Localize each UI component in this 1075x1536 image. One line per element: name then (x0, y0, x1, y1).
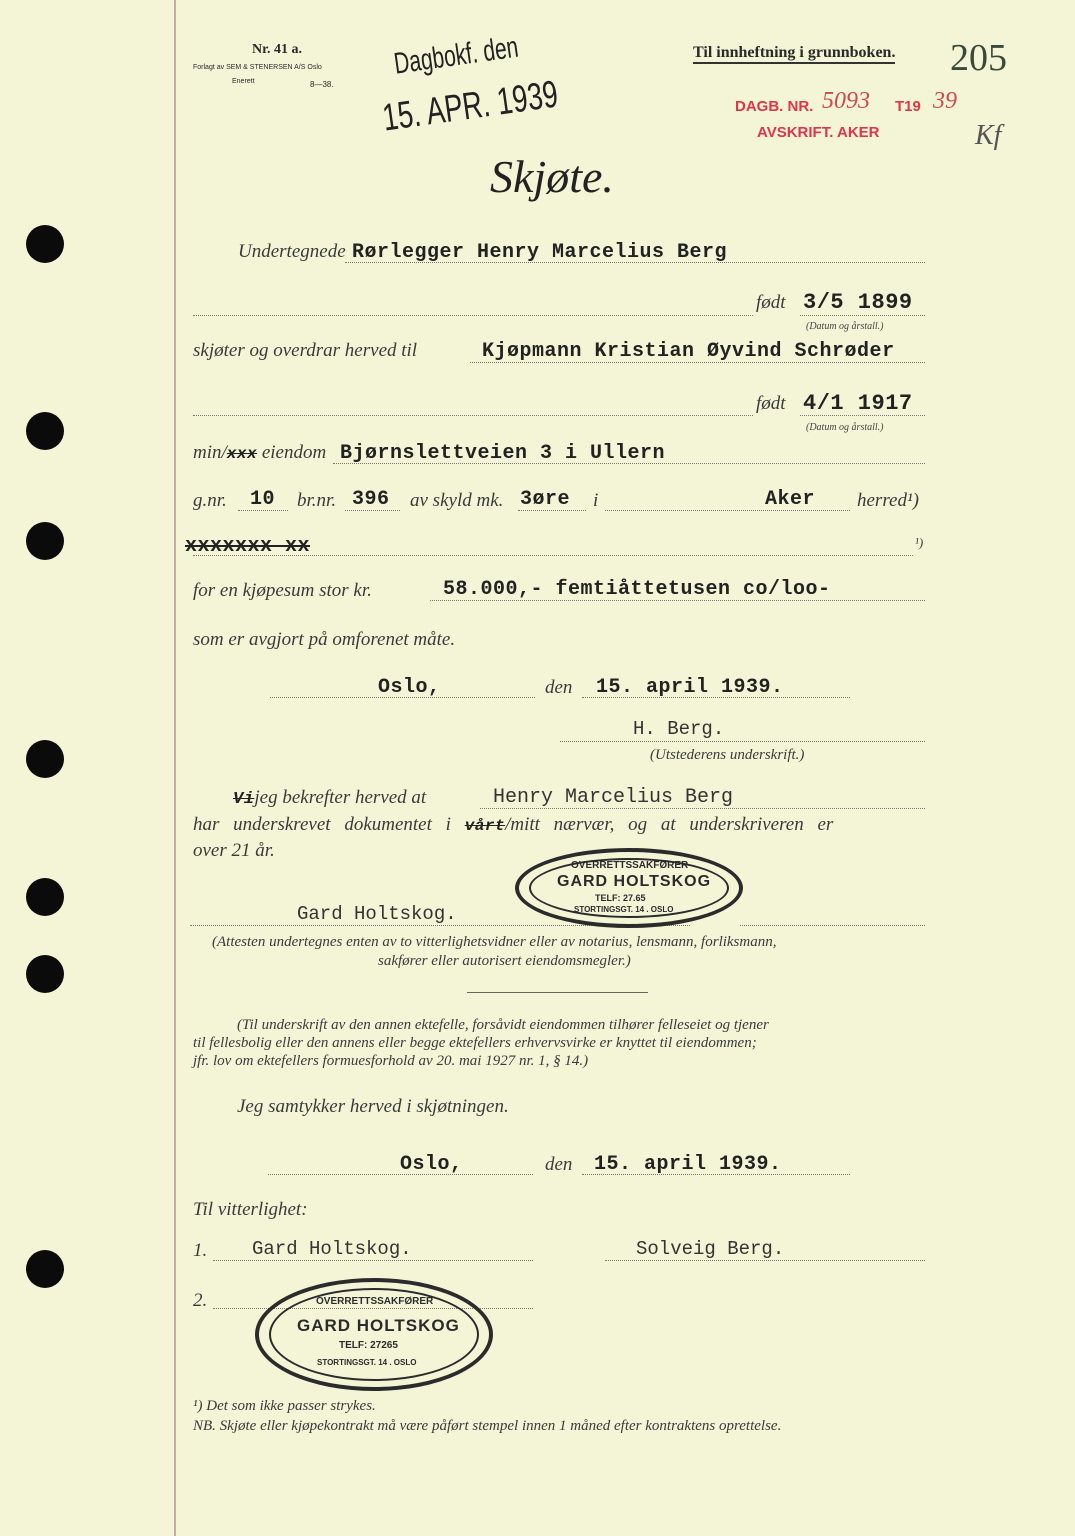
spouse-signature: Solveig Berg. (636, 1238, 785, 1260)
brnr-label: br.nr. (297, 490, 337, 511)
punch-hole (26, 1250, 64, 1288)
witness1-number: 1. (193, 1240, 208, 1261)
witness2-number: 2. (193, 1290, 208, 1311)
publisher: Forlagt av SEM & STENERSEN A/S Oslo (193, 64, 322, 71)
skyld-label: av skyld mk. (410, 490, 504, 511)
attest-line2: har underskrevet dokumentet i (193, 814, 451, 835)
margin-line (174, 0, 176, 1536)
property-label2: eiendom (261, 442, 327, 463)
gnr-label: g.nr. (193, 490, 227, 511)
punch-hole (26, 878, 64, 916)
attest-line3: over 21 år. (193, 840, 275, 861)
buyer-birthdate: 4/1 1917 (803, 391, 913, 416)
stamp-tel: TELF: 27265 (339, 1340, 398, 1351)
signature-caption: (Utstederens underskrift.) (650, 747, 805, 763)
nb-note: NB. Skjøte eller kjøpekontrakt må være påført stempel innen 1 måned efter kontraktens oprettelse. (193, 1418, 782, 1434)
fodt-label: født (756, 292, 786, 313)
struck-line: xxxxxxx xx (185, 535, 311, 558)
lawyer-stamp (515, 848, 743, 928)
page-number: 205 (950, 37, 1007, 79)
deed-date: 15. april 1939. (596, 676, 784, 699)
attest-line2-rest: /mitt nærvær, og at underskriveren er (505, 814, 834, 835)
price-label: for en kjøpesum stor kr. (193, 580, 372, 601)
filing-note: Til innheftning i grunnboken. (693, 44, 895, 64)
stamp-text: OVERRETTSSAKFØRER (571, 860, 689, 871)
den-label: den (545, 1154, 573, 1175)
consent-text: Jeg samtykker herved i skjøtningen. (237, 1096, 509, 1117)
punch-hole (26, 225, 64, 263)
punch-hole (26, 522, 64, 560)
seller-birthdate: 3/5 1899 (803, 290, 913, 315)
stamp-name: GARD HOLTSKOG (297, 1316, 460, 1335)
property-label: min/ (193, 442, 227, 463)
footnote: ¹) Det som ikke passer strykes. (193, 1398, 376, 1414)
seller-signature: H. Berg. (633, 718, 725, 740)
red-stamp-year-prefix: T19 (895, 98, 921, 115)
fodt-label: født (756, 393, 786, 414)
attest-name: Henry Marcelius Berg (493, 786, 734, 809)
den-label: den (545, 677, 573, 698)
punch-hole (26, 955, 64, 993)
struck-text: xxx (226, 445, 258, 463)
transfer-label: skjøter og overdrar herved til (193, 340, 418, 361)
i-label: i (593, 490, 599, 511)
witness-signature: Gard Holtskog. (297, 903, 457, 925)
gnr-value: 10 (250, 488, 276, 511)
dagbok-stamp-date: 15. APR. 1939 (380, 73, 561, 140)
stamp-address: STORTINGSGT. 14 . OSLO (574, 905, 674, 914)
divider (467, 992, 648, 993)
punch-hole (26, 412, 64, 450)
attest-line1: jeg bekrefter herved at (254, 787, 427, 808)
dagbok-stamp-line1: Dagbokf. den (392, 30, 521, 81)
stamp-address: STORTINGSGT. 14 . OSLO (317, 1358, 417, 1367)
purchase-price: 58.000,- femtiåttetusen co/loo- (443, 578, 831, 601)
datum-label: (Datum og årstall.) (806, 422, 884, 433)
initials: Kf (975, 120, 1002, 151)
seller-name: Rørlegger Henry Marcelius Berg (352, 241, 728, 264)
stamp-tel: TELF: 27.65 (595, 893, 646, 903)
publisher-line2: Enerett (232, 78, 255, 85)
document-title: Skjøte. (490, 151, 614, 202)
punch-hole (26, 740, 64, 778)
spouse-note-line2: til fellesbolig eller den annens eller begge ektefellers erhvervsvirke er knyttet til eiendommen; (193, 1035, 757, 1051)
struck-text: vårt (464, 817, 506, 835)
settled-text: som er avgjort på omforenet måte. (193, 629, 456, 650)
form-number: Nr. 41 a. (252, 42, 303, 57)
red-stamp-label: DAGB. NR. (735, 98, 814, 115)
place: Oslo, (400, 1153, 463, 1176)
place: Oslo, (378, 676, 441, 699)
herred-label: herred¹) (857, 490, 919, 511)
footnote-mark: ¹) (915, 535, 924, 550)
attest-note-line2: sakfører eller autorisert eiendomsmegler.) (378, 953, 631, 969)
spouse-note-line1: (Til underskrift av den annen ektefelle, forsåvidt eiendommen tilhører felleseiet og tjener (237, 1017, 769, 1033)
skyld-value: 3øre (520, 488, 571, 511)
red-stamp-line2: AVSKRIFT. AKER (757, 124, 880, 141)
struck-text: Vi (233, 790, 255, 809)
datum-label: (Datum og årstall.) (806, 321, 884, 332)
form-date: 8—38. (310, 80, 334, 89)
stamp-name: GARD HOLTSKOG (557, 873, 712, 890)
spouse-note-line3: jfr. lov om ektefellers formuesforhold av 20. mai 1927 nr. 1, § 14.) (193, 1053, 589, 1069)
red-stamp-number: 5093 (822, 88, 870, 114)
brnr-value: 396 (352, 488, 390, 511)
undertegnede-label: Undertegnede (238, 241, 346, 262)
attest-note-line1: (Attesten undertegnes enten av to vitterlighetsvidner eller av notarius, lensmann, forliksmann, (212, 934, 777, 950)
herred-value: Aker (765, 488, 816, 511)
lawyer-stamp-2 (255, 1278, 493, 1391)
stamp-text: OVERRETTSSAKFØRER (316, 1296, 434, 1307)
consent-date: 15. april 1939. (594, 1153, 782, 1176)
buyer-name: Kjøpmann Kristian Øyvind Schrøder (482, 340, 895, 363)
witness-label: Til vitterlighet: (193, 1199, 308, 1220)
property-address: Bjørnslettveien 3 i Ullern (340, 442, 666, 465)
witness1-signature: Gard Holtskog. (252, 1238, 412, 1260)
red-stamp-year: 39 (933, 88, 957, 114)
